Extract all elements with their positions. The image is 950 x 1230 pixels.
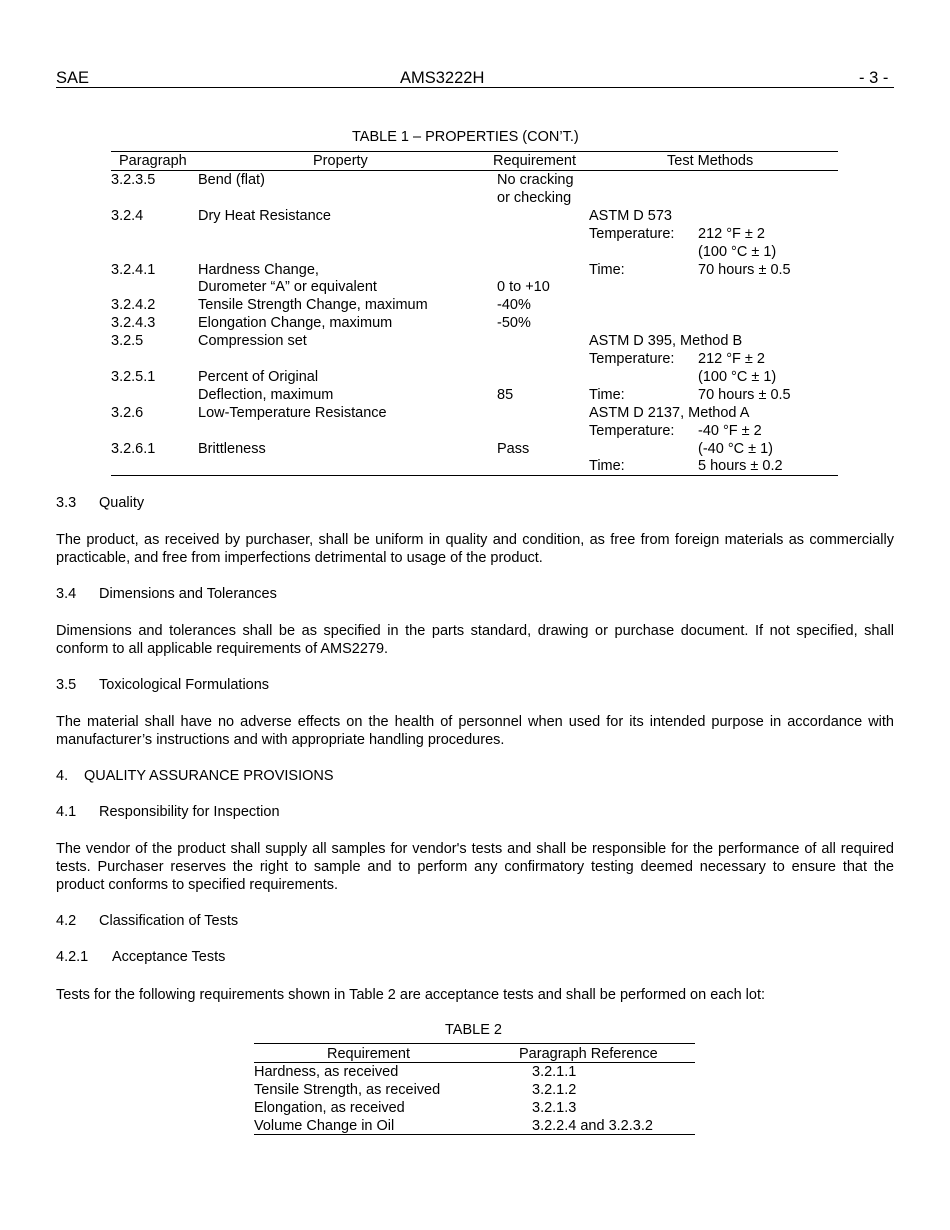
table-2-top-rule (254, 1043, 695, 1044)
section-3-5-number: 3.5 (56, 677, 77, 693)
table-1-cell-paragraph: 3.2.5.1 (111, 368, 156, 385)
header-org: SAE (56, 69, 90, 87)
section-4-2-number: 4.2 (56, 913, 77, 929)
table-2-bottom-rule (254, 1134, 695, 1135)
table-1-bottom-rule (111, 475, 838, 476)
table-1-cell-test-value: -40 °F ± 2 (698, 422, 762, 439)
table-1-cell-test-method: Temperature: (589, 351, 675, 367)
section-4-title: QUALITY ASSURANCE PROVISIONS (84, 768, 334, 784)
table-1-cell-test-method: Time: (589, 261, 625, 278)
table-2-col-paragraph-reference: Paragraph Reference (519, 1046, 658, 1062)
table-1-cell-requirement: -50% (497, 315, 531, 332)
table-1-cell-property: Brittleness (198, 440, 266, 457)
header-page-number: - 3 - (859, 69, 889, 87)
table-1-cell-property: Percent of Original (198, 368, 319, 385)
table-2-cell-requirement: Hardness, as received (254, 1064, 399, 1080)
table-1-cell-property: Elongation Change, maximum (198, 315, 393, 332)
table-1-cell-property: Bend (flat) (198, 172, 265, 188)
section-4-1-paragraph: The vendor of the product shall supply all samples for vendor's tests and shall be responsible for the performance of all required tests. Purchaser reserves the right to sample and to perform any confirmatory testing deemed necessary to ensure that the product conforms to specified requirements. (56, 841, 894, 893)
table-1-cell-property: Deflection, maximum (198, 386, 334, 403)
section-4-2-title: Classification of Tests (99, 913, 239, 929)
section-3-3-paragraph: The product, as received by purchaser, shall be uniform in quality and condition, as free from foreign materials as commercially practicable, and free from imperfections detrimental to usage of the product. (56, 532, 894, 566)
table-1-cell-test-value: 212 °F ± 2 (698, 225, 765, 242)
table-1-cell-requirement: or checking (497, 189, 572, 206)
table-2-title: TABLE 2 (445, 1022, 502, 1038)
table-1-cell-property: Durometer “A” or equivalent (198, 279, 377, 296)
table-1-col-requirement: Requirement (493, 153, 577, 169)
section-3-4-number: 3.4 (56, 586, 77, 602)
section-3-5-paragraph: The material shall have no adverse effects on the health of personnel when used for its intended purpose in accordance with manufacturer’s instructions and with appropriate handling procedures. (56, 714, 894, 748)
table-1-cell-requirement: 85 (497, 386, 514, 403)
table-2-cell-paragraph-reference: 3.2.2.4 and 3.2.3.2 (532, 1118, 653, 1134)
section-3-4-title: Dimensions and Tolerances (99, 586, 277, 602)
section-4-1-number: 4.1 (56, 804, 77, 820)
section-3-4-paragraph: Dimensions and tolerances shall be as specified in the parts standard, drawing or purchase document. If not specified, shall conform to all applicable requirements of AMS2279. (56, 623, 894, 657)
table-2-col-requirement: Requirement (327, 1046, 411, 1062)
table-1-col-paragraph: Paragraph (119, 153, 187, 169)
table-1-cell-requirement: No cracking (497, 172, 574, 188)
table-1-title: TABLE 1 – PROPERTIES (CON’T.) (352, 129, 579, 145)
table-1-cell-test-method: ASTM D 395, Method B (589, 333, 743, 350)
table-1-cell-property: Hardness Change, (198, 261, 319, 278)
table-1-header-rule (111, 170, 838, 171)
table-1-col-test-methods: Test Methods (667, 153, 754, 169)
table-1-cell-paragraph: 3.2.6.1 (111, 440, 156, 457)
table-2-cell-requirement: Volume Change in Oil (254, 1118, 395, 1134)
table-1-cell-property: Compression set (198, 333, 307, 350)
table-1-cell-requirement: Pass (497, 440, 530, 457)
table-1-cell-test-value: (-40 °C ± 1) (698, 440, 773, 457)
header-doc-number: AMS3222H (400, 69, 485, 87)
table-1-cell-requirement: 0 to +10 (497, 279, 550, 296)
section-4-2-1-number: 4.2.1 (56, 949, 89, 965)
table-1-cell-paragraph: 3.2.4.3 (111, 315, 156, 332)
section-3-5-title: Toxicological Formulations (99, 677, 270, 693)
table-1-cell-test-value: 212 °F ± 2 (698, 351, 765, 367)
table-1-cell-test-method: Temperature: (589, 225, 675, 242)
section-4-2-1-title: Acceptance Tests (112, 949, 226, 965)
table-2-cell-requirement: Tensile Strength, as received (254, 1082, 441, 1098)
table-1-cell-test-value: 5 hours ± 0.2 (698, 458, 783, 475)
section-4-2-1-paragraph: Tests for the following requirements shown in Table 2 are acceptance tests and shall be performed on each lot: (56, 987, 766, 1003)
header-rule (56, 87, 894, 88)
table-1-col-property: Property (313, 153, 368, 169)
table-2-cell-paragraph-reference: 3.2.1.1 (532, 1064, 577, 1080)
table-1-cell-paragraph: 3.2.4.2 (111, 297, 156, 314)
table-1-cell-property: Tensile Strength Change, maximum (198, 297, 428, 314)
table-1-cell-paragraph: 3.2.5 (111, 333, 144, 350)
section-3-3-number: 3.3 (56, 495, 77, 511)
table-1-cell-test-method: ASTM D 2137, Method A (589, 404, 750, 421)
table-1-top-rule (111, 151, 838, 152)
table-2-cell-requirement: Elongation, as received (254, 1100, 405, 1116)
table-1-cell-test-method: Time: (589, 458, 625, 475)
section-4-number: 4. (56, 768, 69, 784)
table-1-cell-paragraph: 3.2.3.5 (111, 172, 156, 188)
section-3-3-title: Quality (99, 495, 145, 511)
table-2-cell-paragraph-reference: 3.2.1.3 (532, 1100, 577, 1116)
table-1-cell-requirement: -40% (497, 297, 531, 314)
table-1-cell-property: Dry Heat Resistance (198, 207, 331, 224)
table-1-cell-test-value: (100 °C ± 1) (698, 243, 777, 260)
table-1-cell-test-value: (100 °C ± 1) (698, 368, 777, 385)
table-1-cell-test-method: Temperature: (589, 422, 675, 439)
section-4-1-title: Responsibility for Inspection (99, 804, 280, 820)
table-1-cell-test-value: 70 hours ± 0.5 (698, 386, 791, 403)
table-1-cell-property: Low-Temperature Resistance (198, 404, 387, 421)
table-1-cell-test-value: 70 hours ± 0.5 (698, 261, 791, 278)
table-1-cell-paragraph: 3.2.6 (111, 404, 144, 421)
table-1-cell-test-method: ASTM D 573 (589, 207, 672, 224)
table-1-cell-paragraph: 3.2.4 (111, 207, 144, 224)
table-2-cell-paragraph-reference: 3.2.1.2 (532, 1082, 577, 1098)
table-2-header-rule (254, 1062, 695, 1063)
table-1-cell-paragraph: 3.2.4.1 (111, 261, 156, 278)
table-1-cell-test-method: Time: (589, 386, 625, 403)
